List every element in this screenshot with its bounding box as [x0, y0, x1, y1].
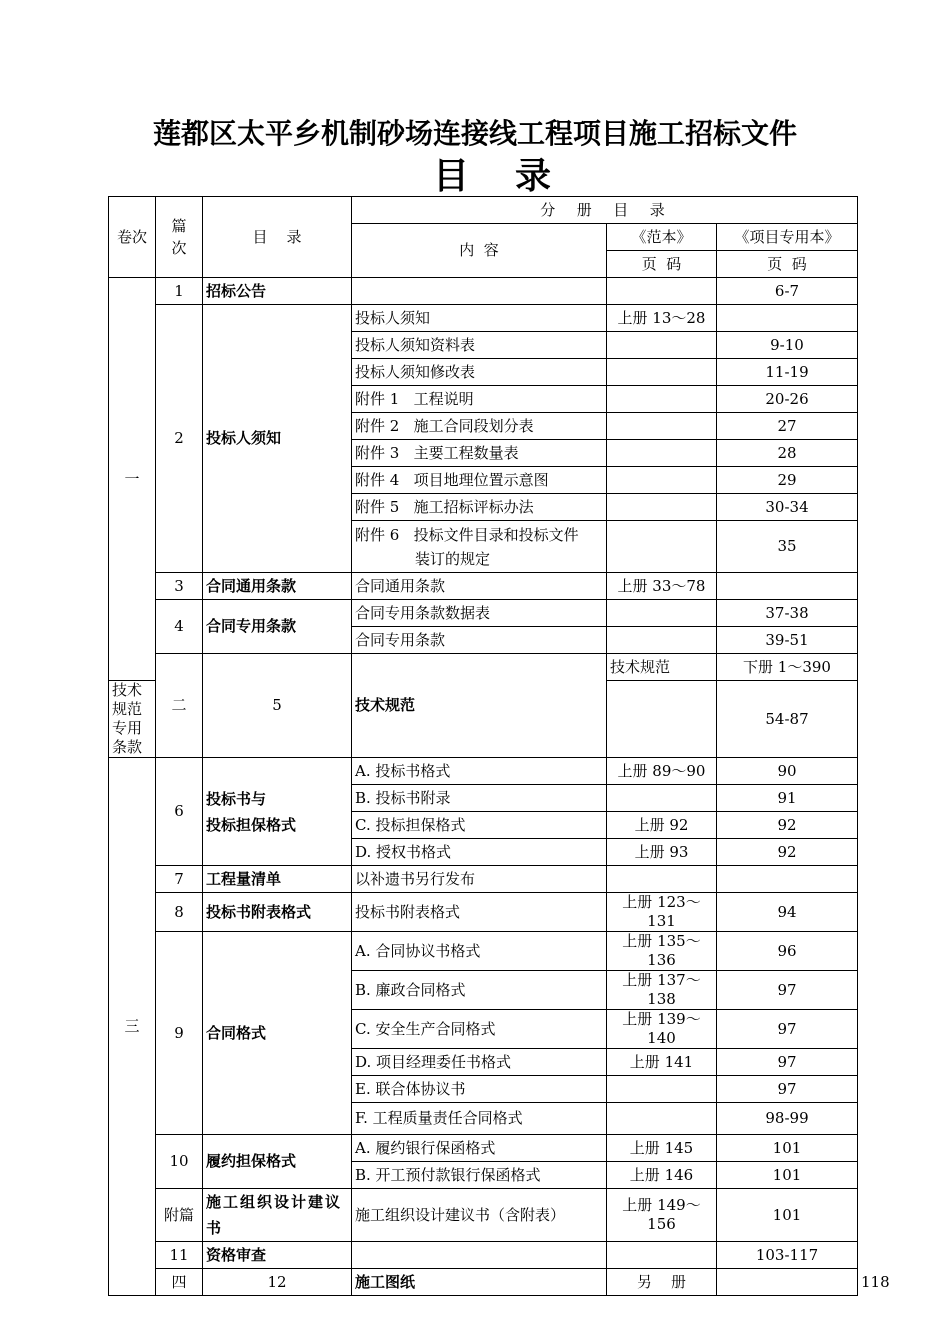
- fanben-page: [717, 1269, 858, 1296]
- content-cell: 另 册: [607, 1269, 717, 1296]
- table-row: [109, 1189, 858, 1242]
- fanben-page: [607, 681, 717, 758]
- fanben-page: [607, 332, 717, 359]
- zhuanyong-page: 39-51: [717, 627, 858, 654]
- chapter-no: 1: [156, 278, 203, 305]
- section-title: 合同专用条款: [203, 600, 352, 654]
- header-page-code-fanben: 页 码: [607, 251, 717, 278]
- fanben-page: [607, 1103, 717, 1135]
- section-title: 技术规范: [352, 654, 607, 758]
- section-title: 投标书附表格式: [203, 893, 352, 932]
- fanben-page: [607, 600, 717, 627]
- volume-cell: 四: [156, 1269, 203, 1296]
- content-cell: C. 安全生产合同格式: [352, 1010, 607, 1049]
- zhuanyong-page: 27: [717, 413, 858, 440]
- chapter-no: 2: [156, 305, 203, 573]
- content-cell: B. 投标书附录: [352, 785, 607, 812]
- chapter-no: 10: [156, 1135, 203, 1189]
- fanben-page: [607, 278, 717, 305]
- content-cell: 以补遗书另行发布: [352, 866, 607, 893]
- volume-cell: 一: [109, 278, 156, 681]
- zhuanyong-page: 103-117: [717, 1242, 858, 1269]
- fanben-page: 上册 93: [607, 839, 717, 866]
- header-chapter: 篇次: [156, 197, 203, 278]
- fanben-page: 上册 92: [607, 812, 717, 839]
- chapter-no: 6: [156, 758, 203, 866]
- fanben-page: [607, 627, 717, 654]
- zhuanyong-page: 97: [717, 1076, 858, 1103]
- content-cell: D. 项目经理委任书格式: [352, 1049, 607, 1076]
- zhuanyong-page: 101: [717, 1135, 858, 1162]
- fanben-page: 上册 135～136: [607, 932, 717, 971]
- section-title: 投标人须知: [203, 305, 352, 573]
- zhuanyong-page: 90: [717, 758, 858, 785]
- fanben-page: [607, 413, 717, 440]
- chapter-no: 11: [156, 1242, 203, 1269]
- content-cell: 技术规范专用条款: [109, 681, 156, 758]
- content-cell: A. 履约银行保函格式: [352, 1135, 607, 1162]
- fanben-page: 上册 146: [607, 1162, 717, 1189]
- zhuanyong-page: 20-26: [717, 386, 858, 413]
- fanben-page: [607, 494, 717, 521]
- fanben-page: [607, 386, 717, 413]
- zhuanyong-page: 91: [717, 785, 858, 812]
- content-cell: 附件 1 工程说明: [352, 386, 607, 413]
- zhuanyong-page: 101: [717, 1162, 858, 1189]
- table-row: [109, 305, 858, 332]
- fanben-page: [607, 1076, 717, 1103]
- volume-cell: 三: [109, 758, 156, 1296]
- section-title: 施工图纸: [352, 1269, 607, 1296]
- fanben-page: [607, 440, 717, 467]
- content-cell: 合同专用条款数据表: [352, 600, 607, 627]
- content-cell: 附件 3 主要工程数量表: [352, 440, 607, 467]
- table-row: 四 12 施工图纸 另 册 118: [109, 1269, 858, 1296]
- zhuanyong-page: [717, 305, 858, 332]
- header-volume: 卷次: [109, 197, 156, 278]
- zhuanyong-page: 30-34: [717, 494, 858, 521]
- section-title: 投标书与 投标担保格式: [203, 758, 352, 866]
- zhuanyong-page: 11-19: [717, 359, 858, 386]
- content-cell: D. 授权书格式: [352, 839, 607, 866]
- content-cell: E. 联合体协议书: [352, 1076, 607, 1103]
- table-row: [109, 866, 858, 893]
- fanben-page: 上册 145: [607, 1135, 717, 1162]
- content-cell: F. 工程质量责任合同格式: [352, 1103, 607, 1135]
- chapter-no: 4: [156, 600, 203, 654]
- zhuanyong-page: [717, 866, 858, 893]
- zhuanyong-page: 92: [717, 812, 858, 839]
- content-cell: 投标人须知: [352, 305, 607, 332]
- fanben-page: 上册 13～28: [607, 305, 717, 332]
- content-cell: [352, 278, 607, 305]
- content-cell: 投标人须知资料表: [352, 332, 607, 359]
- zhuanyong-page: 96: [717, 932, 858, 971]
- zhuanyong-page: 54-87: [717, 681, 858, 758]
- zhuanyong-page: 97: [717, 1049, 858, 1076]
- chapter-no: 8: [156, 893, 203, 932]
- fanben-page: 上册 141: [607, 1049, 717, 1076]
- fanben-page: 上册 149～156: [607, 1189, 717, 1242]
- header-page-code-zhuanyong: 页 码: [717, 251, 858, 278]
- chapter-no: 5: [203, 654, 352, 758]
- content-cell: B. 开工预付款银行保函格式: [352, 1162, 607, 1189]
- zhuanyong-page: 97: [717, 1010, 858, 1049]
- fanben-page: 上册 89～90: [607, 758, 717, 785]
- fanben-page: [607, 785, 717, 812]
- zhuanyong-page: 97: [717, 971, 858, 1010]
- fanben-page: [607, 866, 717, 893]
- section-title: 合同通用条款: [203, 573, 352, 600]
- zhuanyong-page: 9-10: [717, 332, 858, 359]
- toc-table: [108, 196, 890, 1296]
- fanben-page: [607, 467, 717, 494]
- header-zhuanyong: 《项目专用本》: [717, 224, 858, 251]
- section-title: 工程量清单: [203, 866, 352, 893]
- content-cell: C. 投标担保格式: [352, 812, 607, 839]
- content-cell: 投标书附表格式: [352, 893, 607, 932]
- content-cell: B. 廉政合同格式: [352, 971, 607, 1010]
- table-row: [109, 573, 858, 600]
- content-cell: 附件 6 投标文件目录和投标文件 装订的规定: [352, 521, 607, 573]
- fanben-page: 上册 33～78: [607, 573, 717, 600]
- header-fanben: 《范本》: [607, 224, 717, 251]
- zhuanyong-page: 101: [717, 1189, 858, 1242]
- zhuanyong-page: 94: [717, 893, 858, 932]
- section-title: 履约担保格式: [203, 1135, 352, 1189]
- section-title: 施工组织设计建议书: [203, 1189, 352, 1242]
- fanben-page: [607, 521, 717, 573]
- table-row: [109, 1242, 858, 1269]
- chapter-no: 9: [156, 932, 203, 1135]
- content-cell: [352, 1242, 607, 1269]
- chapter-no: 附篇: [156, 1189, 203, 1242]
- header-sub-toc: 分 册 目 录: [352, 197, 858, 224]
- fanben-page: [607, 359, 717, 386]
- content-cell: A. 合同协议书格式: [352, 932, 607, 971]
- table-row: [109, 600, 858, 627]
- content-cell: 附件 5 施工招标评标办法: [352, 494, 607, 521]
- table-row: [109, 893, 858, 932]
- section-title: 招标公告: [203, 278, 352, 305]
- zhuanyong-page: 37-38: [717, 600, 858, 627]
- header-toc: 目 录: [203, 197, 352, 278]
- content-cell: 施工组织设计建议书（含附表）: [352, 1189, 607, 1242]
- content-cell: 投标人须知修改表: [352, 359, 607, 386]
- zhuanyong-page: 29: [717, 467, 858, 494]
- section-title: 资格审查: [203, 1242, 352, 1269]
- zhuanyong-page: [717, 573, 858, 600]
- table-row: [109, 278, 858, 305]
- zhuanyong-page: 92: [717, 839, 858, 866]
- zhuanyong-page: 6-7: [717, 278, 858, 305]
- content-cell: 合同专用条款: [352, 627, 607, 654]
- content-cell: 附件 4 项目地理位置示意图: [352, 467, 607, 494]
- chapter-no: 3: [156, 573, 203, 600]
- zhuanyong-page: 35: [717, 521, 858, 573]
- table-row: [109, 1135, 858, 1162]
- fanben-page: 下册 1～390: [717, 654, 858, 681]
- section-title: 合同格式: [203, 932, 352, 1135]
- table-row: [109, 932, 858, 971]
- fanben-page: [607, 1242, 717, 1269]
- fanben-page: 上册 123～131: [607, 893, 717, 932]
- document-subtitle: 目录: [432, 156, 597, 197]
- table-row: [109, 758, 858, 785]
- fanben-page: 上册 139～140: [607, 1010, 717, 1049]
- content-cell: 技术规范: [607, 654, 717, 681]
- fanben-page: 上册 137～138: [607, 971, 717, 1010]
- document-title: 莲都区太平乡机制砂场连接线工程项目施工招标文件: [152, 117, 797, 150]
- content-cell: 合同通用条款: [352, 573, 607, 600]
- content-cell: A. 投标书格式: [352, 758, 607, 785]
- table-row: [109, 654, 858, 681]
- zhuanyong-page: 98-99: [717, 1103, 858, 1135]
- chapter-no: 7: [156, 866, 203, 893]
- header-content: 内 容: [352, 224, 607, 278]
- content-cell: 附件 2 施工合同段划分表: [352, 413, 607, 440]
- zhuanyong-page: 28: [717, 440, 858, 467]
- chapter-no: 12: [203, 1269, 352, 1296]
- volume-cell: 二: [156, 654, 203, 758]
